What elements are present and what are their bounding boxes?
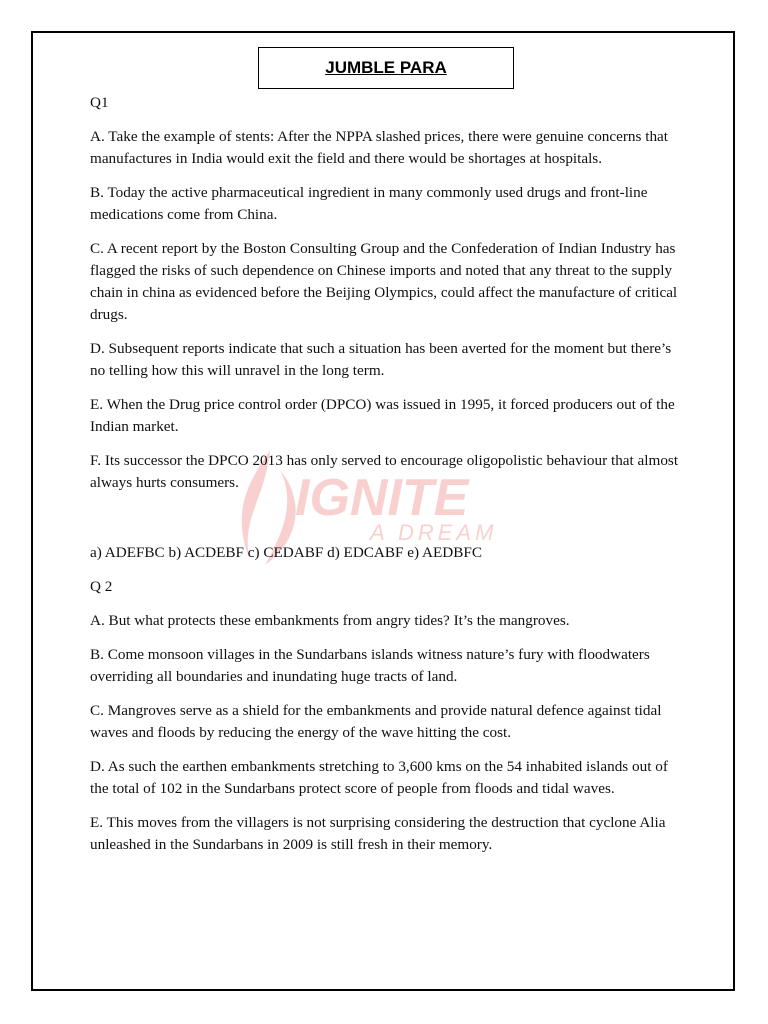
question-2-label: Q 2 — [90, 578, 113, 595]
question-1-label: Q1 — [90, 94, 109, 111]
q1-para-a: A. Take the example of stents: After the NPPA slashed prices, there were genuine concerns that manufactures in India would exit the field and there would be shortages at hospitals. — [90, 128, 669, 167]
q1-para-f: F. Its successor the DPCO 2013 has only served to encourage oligopolistic behaviour that almost always hurts consumers. — [90, 452, 679, 491]
q2-para-d: D. As such the earthen embankments stretching to 3,600 kms on the 54 inhabited islands out of the total of 102 in the Sundarbans protect score of people from floods and tidal waves. — [90, 758, 668, 797]
q1-para-b: B. Today the active pharmaceutical ingredient in many commonly used drugs and front-line medications come from China. — [90, 184, 648, 223]
q1-para-c: C. A recent report by the Boston Consulting Group and the Confederation of Indian Industry has flagged the risks of such dependence on Chinese imports and noted that any threat to the supply chain in china as evidenced before the Beijing Olympics, could affect the manufacture of critical drugs. — [90, 240, 678, 323]
watermark-tagline: A DREAM — [370, 520, 498, 545]
q2-para-e: E. This moves from the villagers is not surprising considering the destruction that cyclone Alia unleashed in the Sundarbans in 2009 is still fresh in their memory. — [90, 814, 666, 853]
document-body — [90, 92, 680, 868]
spacer — [90, 506, 680, 542]
q1-options: a) ADEFBC b) ACDEBF c) CEDABF d) EDCABF e) AEDBFC — [90, 544, 482, 561]
q2-para-c: C. Mangroves serve as a shield for the embankments and provide natural defence against tidal waves and floods by reducing the energy of the wave hitting the cost. — [90, 702, 662, 741]
q1-para-d: D. Subsequent reports indicate that such a situation has been averted for the moment but there’s no telling how this will unravel in the long term. — [90, 340, 672, 379]
q2-para-a: A. But what protects these embankments from angry tides? It’s the mangroves. — [90, 612, 570, 629]
q2-para-b: B. Come monsoon villages in the Sundarbans islands witness nature’s fury with floodwaters overriding all boundaries and inundating huge tracts of land. — [90, 646, 650, 685]
watermark-brand: IGNITE — [295, 469, 469, 527]
page-title: JUMBLE PARA — [258, 47, 514, 89]
q1-para-e: E. When the Drug price control order (DPCO) was issued in 1995, it forced producers out of the Indian market. — [90, 396, 675, 435]
